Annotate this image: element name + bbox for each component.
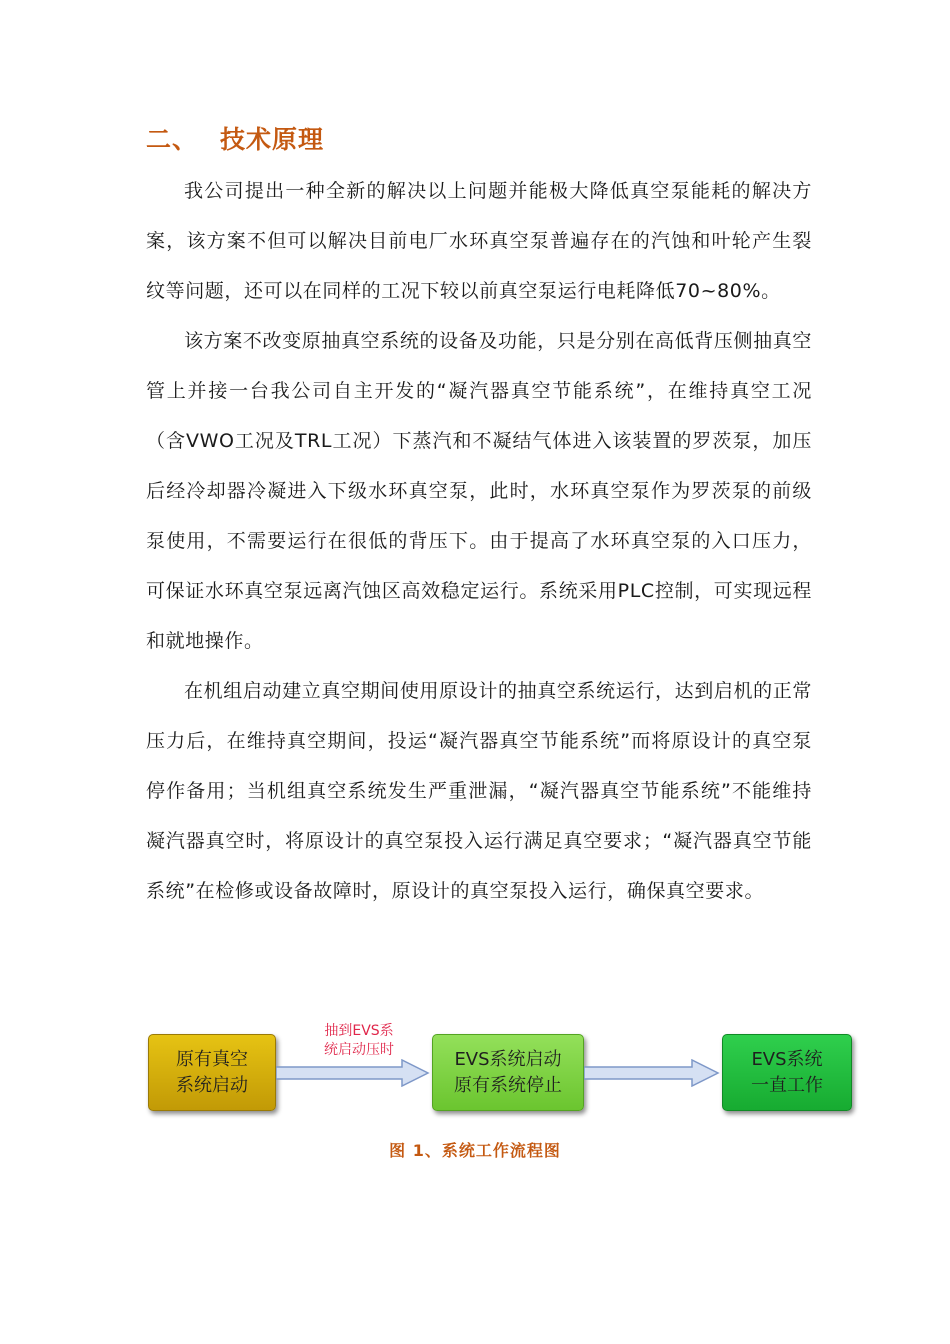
- flow-box-evs-working: [722, 1034, 852, 1111]
- arrow-label-line: 统启动压时: [324, 1042, 394, 1058]
- paragraph: 在机组启动建立真空期间使用原设计的抽真空系统运行，达到启机的正常压力后，在维持真空期间，投运“凝汽器真空节能系统”而将原设计的真空泵停作备用；当机组真空系统发生严重泄漏，“凝汽器真空节能系统”不能维持凝汽器真空时，将原设计的真空泵投入运行满足真空要求；“凝汽器真空节能系统”在检修或设备故障时，原设计的真空泵投入运行，确保真空要求。: [146, 680, 812, 902]
- paragraph: 我公司提出一种全新的解决以上问题并能极大降低真空泵能耗的解决方案，该方案不但可以解决目前电厂水环真空泵普遍存在的汽蚀和叶轮产生裂纹等问题，还可以在同样的工况下较以前真空泵运行电耗降低70~80%。: [146, 180, 812, 302]
- section-heading: [146, 120, 324, 156]
- figure-caption: 图 1、系统工作流程图: [389, 1141, 561, 1160]
- flowchart: [146, 1023, 852, 1115]
- flow-box-line: EVS系统: [751, 1048, 823, 1070]
- arrow-label-line: 抽到EVS系: [324, 1023, 394, 1039]
- flow-box-line: 原有系统停止: [454, 1074, 562, 1096]
- flow-arrow-2: [584, 1059, 720, 1087]
- paragraph: 该方案不改变原抽真空系统的设备及功能，只是分别在高低背压侧抽真空管上并接一台我公司自主开发的“凝汽器真空节能系统”，在维持真空工况（含VWO工况及TRL工况）下蒸汽和不凝结气体进入该装置的罗茨泵，加压后经冷却器冷凝进入下级水环真空泵，此时，水环真空泵作为罗茨泵的前级泵使用，不需要运行在很低的背压下。由于提高了水环真空泵的入口压力，可保证水环真空泵远离汽蚀区高效稳定运行。系统采用PLC控制，可实现远程和就地操作。: [146, 330, 812, 652]
- flow-box-original-system-start: [148, 1034, 276, 1111]
- body-text: [146, 166, 812, 916]
- flow-box-evs-start: [432, 1034, 584, 1111]
- flow-arrow-label: [286, 1022, 432, 1060]
- flow-box-line: 系统启动: [176, 1074, 248, 1096]
- flow-box-line: EVS系统启动: [454, 1048, 562, 1070]
- section-number: 二、: [146, 125, 199, 154]
- flow-box-line: 原有真空: [176, 1048, 248, 1070]
- flow-arrow-1: [276, 1059, 430, 1087]
- flow-box-line: 一直工作: [751, 1074, 823, 1096]
- section-title: 技术原理: [220, 125, 325, 154]
